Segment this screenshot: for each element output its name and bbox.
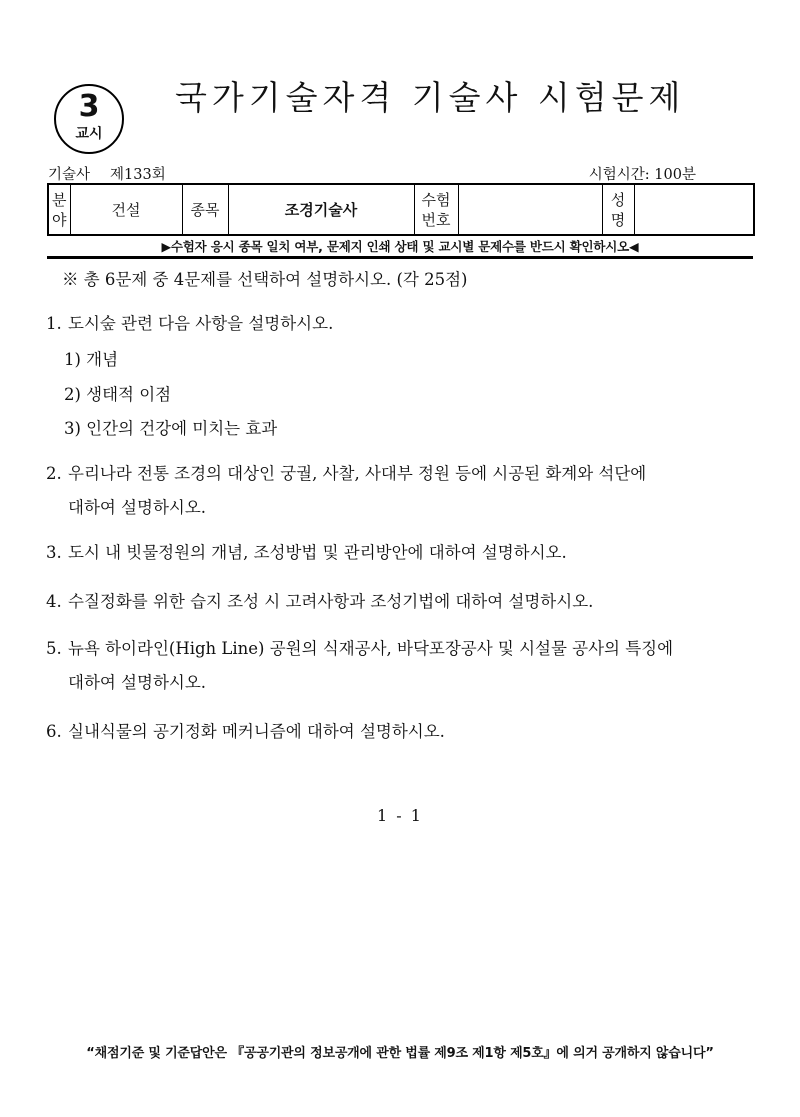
exam-category: 기술사 — [48, 167, 91, 183]
footer-disclaimer: “채점기준 및 기준답안은 『공공기관의 정보공개에 관한 법률 제9조 제1항 제5호』에 의거 공개하지 않습니다” — [86, 1046, 714, 1061]
notice-banner: ▶수험자 응시 종목 일치 여부, 문제지 인쇄 상태 및 교시별 문제수를 반드시 확인하시오◀ — [47, 238, 753, 259]
exam-meta-row — [48, 163, 752, 181]
exam-number-field[interactable] — [458, 184, 602, 235]
field-label: 분 야 — [48, 184, 70, 235]
question-text: 실내식물의 공기정화 메커니즘에 대하여 설명하시오. — [68, 722, 445, 741]
question-number: 3. — [46, 543, 62, 562]
exam-round: 제133회 — [110, 167, 166, 183]
question-text: 도시 내 빗물정원의 개념, 조성방법 및 관리방안에 대하여 설명하시오. — [68, 543, 567, 562]
session-label: 교시 — [75, 126, 103, 142]
exam-info-table — [47, 183, 755, 236]
question-text: 도시숲 관련 다음 사항을 설명하시오. — [68, 314, 334, 333]
question-number: 4. — [46, 592, 62, 611]
field-value: 건설 — [70, 184, 182, 235]
question-1-sub-3: 3) 인간의 건강에 미치는 효과 — [64, 419, 278, 438]
question-4 — [46, 585, 758, 619]
session-badge — [54, 84, 124, 154]
question-1-sub-2: 2) 생태적 이점 — [64, 385, 172, 404]
question-text: 우리나라 전통 조경의 대상인 궁궐, 사찰, 사대부 정원 등에 시공된 화계와 석단에 — [68, 464, 647, 483]
type-value: 조경기술사 — [228, 184, 414, 235]
instruction-text: ※ 총 6문제 중 4문제를 선택하여 설명하시오. (각 25점) — [62, 270, 468, 289]
type-label: 종목 — [182, 184, 228, 235]
exam-duration: 시험시간: 100분 — [588, 167, 696, 183]
question-text: 뉴욕 하이라인(High Line) 공원의 식재공사, 바닥포장공사 및 시설물 공사의 특징에 — [68, 639, 674, 658]
name-label: 성 명 — [602, 184, 634, 235]
question-3 — [46, 536, 758, 570]
name-field[interactable] — [634, 184, 754, 235]
question-1 — [46, 307, 758, 341]
question-number: 1. — [46, 314, 62, 333]
question-5 — [46, 632, 758, 700]
question-number: 6. — [46, 722, 62, 741]
exam-number-label: 수험 번호 — [414, 184, 458, 235]
page-number: 1 - 1 — [377, 806, 423, 825]
question-text-continued: 대하여 설명하시오. — [68, 498, 207, 517]
question-1-sub-1: 1) 개념 — [64, 350, 119, 369]
question-number: 5. — [46, 639, 62, 658]
session-number: 3 — [78, 89, 100, 124]
page-title: 국가기술자격 기술사 시험문제 — [175, 78, 686, 117]
question-text: 수질정화를 위한 습지 조성 시 고려사항과 조성기법에 대하여 설명하시오. — [68, 592, 594, 611]
question-2 — [46, 457, 758, 525]
question-6 — [46, 715, 758, 749]
question-text-continued: 대하여 설명하시오. — [68, 673, 207, 692]
question-number: 2. — [46, 464, 62, 483]
